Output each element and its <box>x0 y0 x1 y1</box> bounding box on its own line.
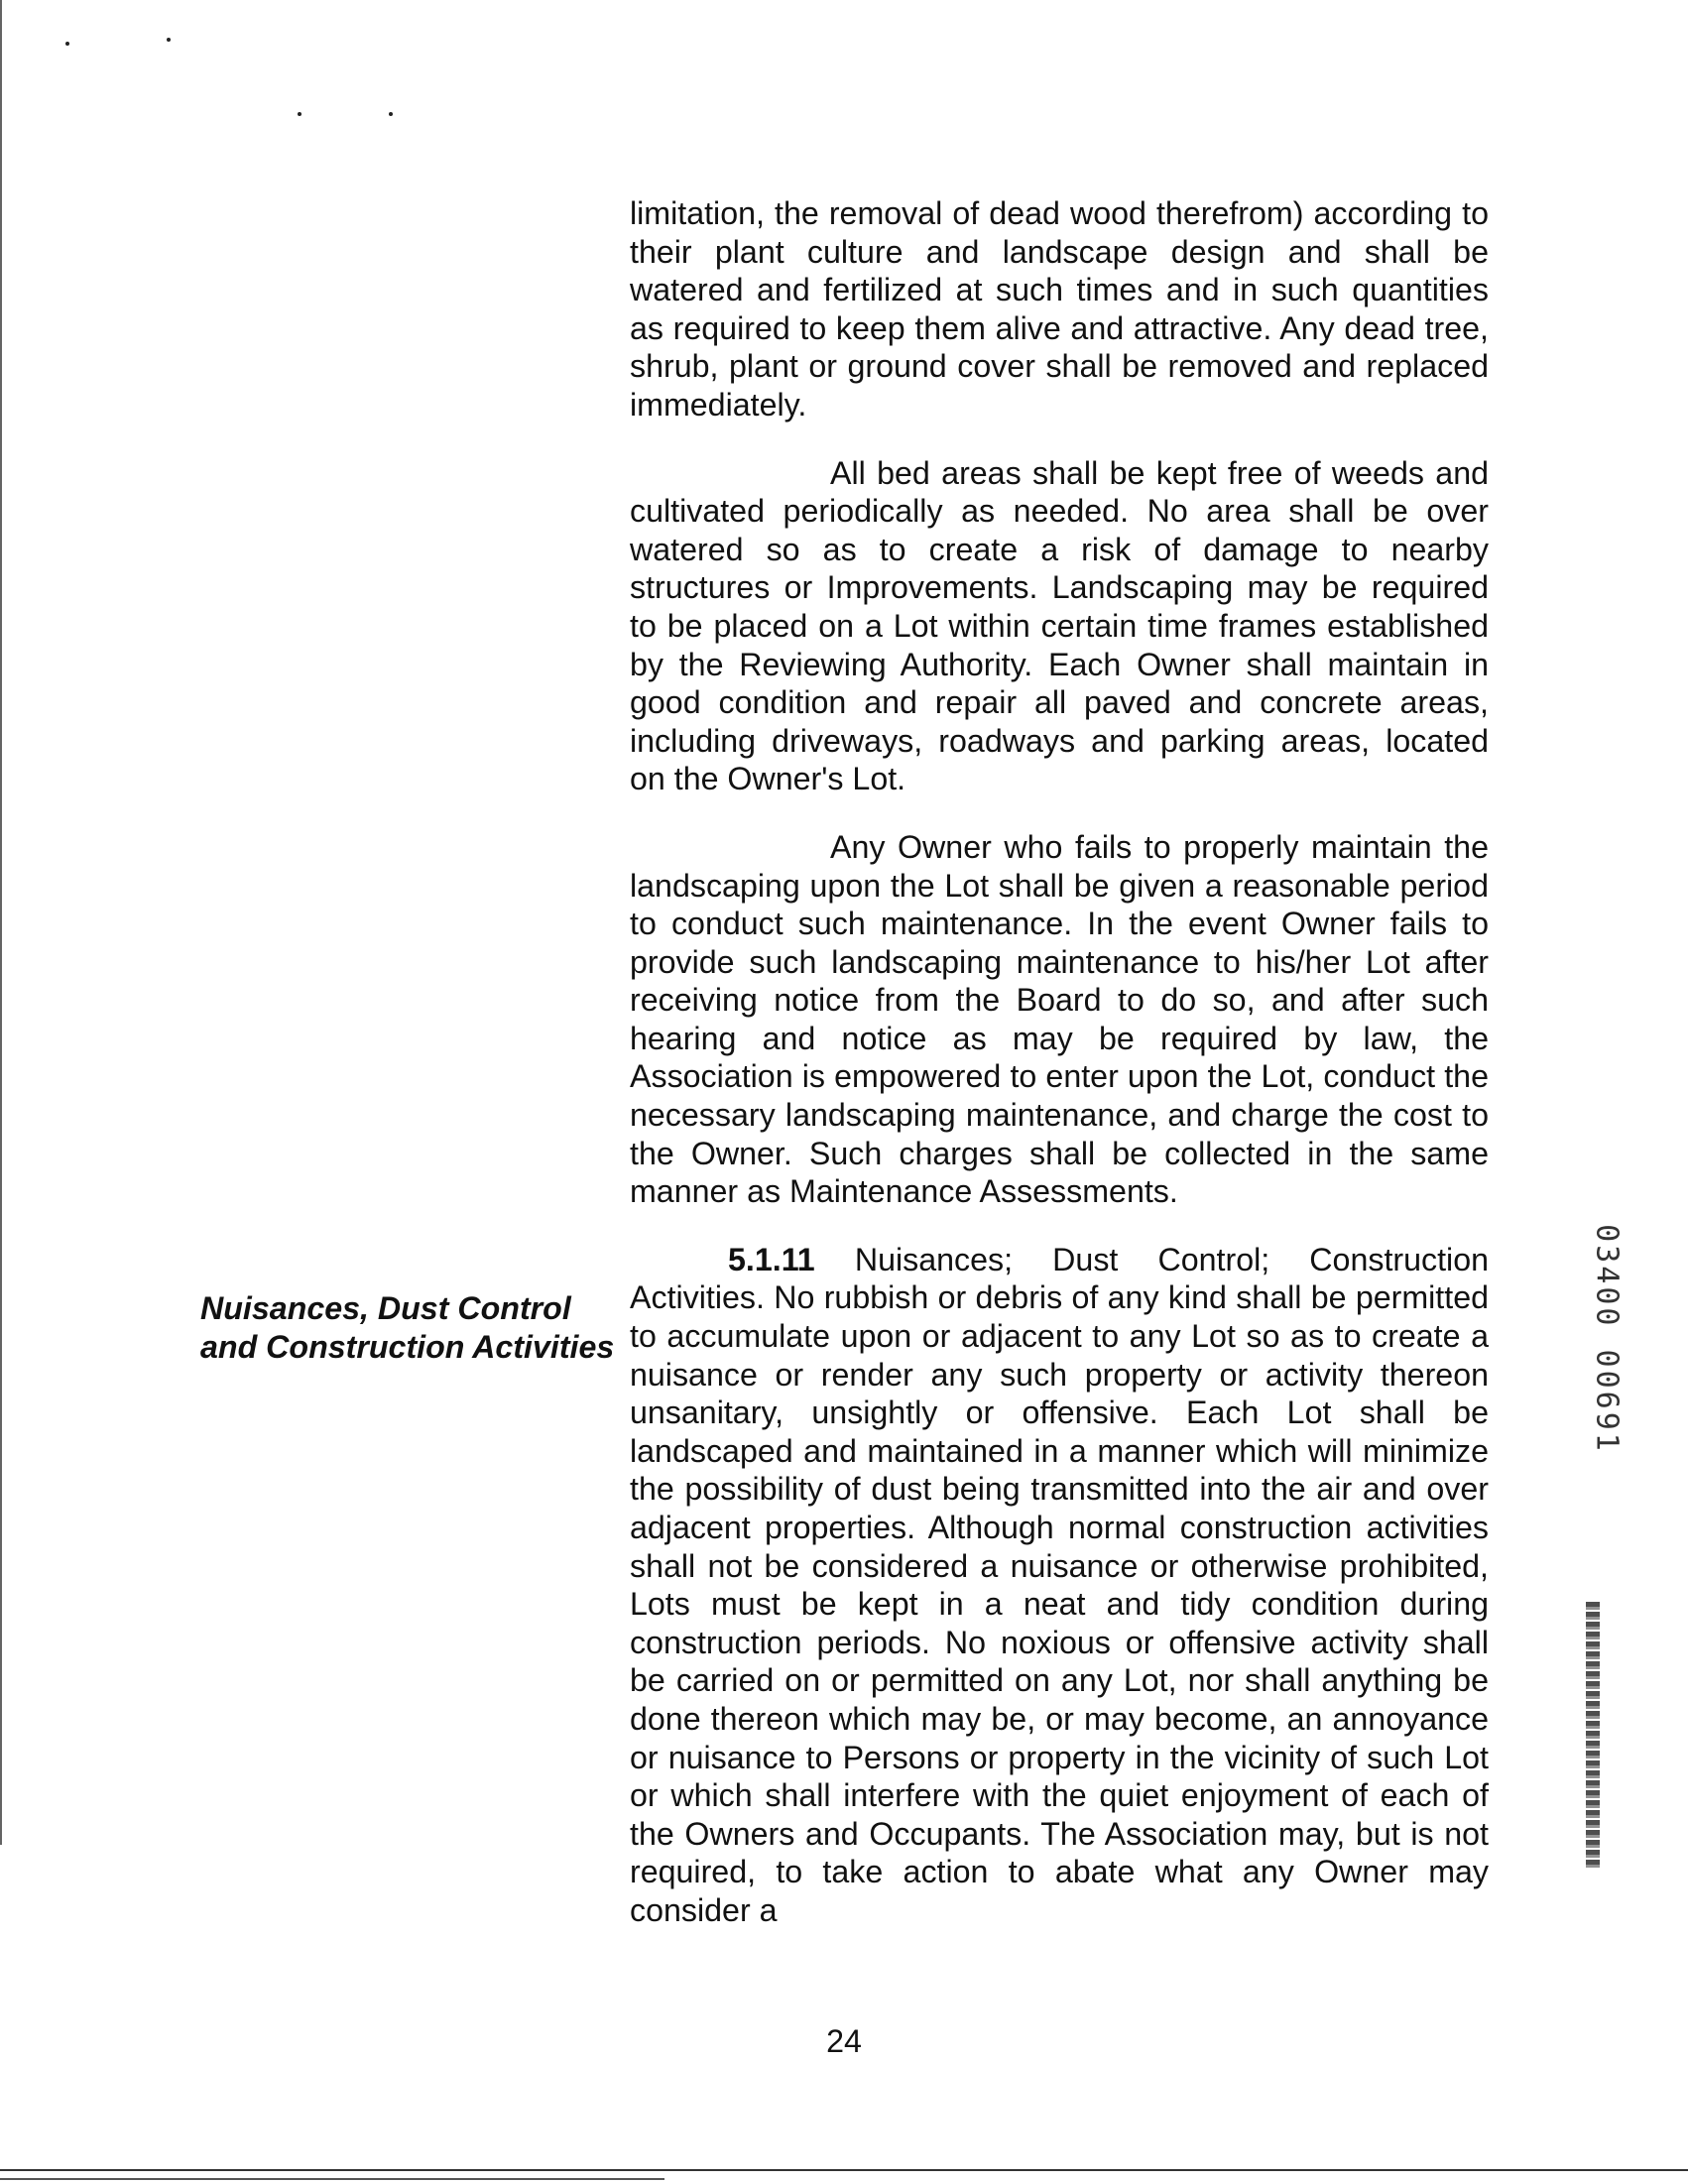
stamp-text: 03400 00691 <box>1589 1224 1625 1454</box>
margin-heading: Nuisances, Dust Control and Construction Activities <box>200 1290 615 1365</box>
section-text: Nuisances; Dust Control; Construction Activities. No rubbish or debris of any kind shall be permitted to accumulate upon or adjacent to any Lot so as to create a nuisance or render any such property or activity thereon unsanitary, unsightly or offensive. Each Lot shall be landscaped and maintained in a manner which will minimize the possibility of dust being transmitted into the air and over adjacent properties. Although normal construction activities shall not be considered a nuisance or otherwise prohibited, Lots must be kept in a neat and tidy condition during construction periods. No noxious or offensive activity shall be carried on or permitted on any Lot, nor shall anything be done thereon which may be, or may become, an annoyance or nuisance to Persons or property in the vicinity of such Lot or which shall interfere with the quiet enjoyment of each of the Owners and Occupants. The Association may, but is not required, to take action to abate what any Owner may consider a <box>630 1241 1489 1928</box>
document-number-stamp <box>1585 1205 1628 1473</box>
scan-edge-line <box>0 0 2 1845</box>
scan-speck <box>167 38 171 42</box>
scan-mark <box>1586 1602 1600 1870</box>
scan-speck <box>65 42 69 46</box>
scan-speck <box>298 112 301 116</box>
page-number: 24 <box>826 2023 862 2059</box>
paragraph-continuation: limitation, the removal of dead wood therefrom) according to their plant culture and landscape design and shall be watered and fertilized at such times and in such quantities as required to keep them alive and attractive. Any dead tree, shrub, plant or ground cover shall be removed and replaced immediately. <box>630 195 1489 423</box>
bottom-rule <box>0 2169 1688 2171</box>
paragraph-owner-maintenance: Any Owner who fails to properly maintain the landscaping upon the Lot shall be given a reasonable period to conduct such maintenance. In the event Owner fails to provide such landscaping maintenance to his/her Lot after receiving notice from the Board to do so, and after such hearing and notice as may be required by law, the Association is empowered to enter upon the Lot, conduct the necessary landscaping maintenance, and charge the cost to the Owner. Such charges shall be collected in the same manner as Maintenance Assessments. <box>630 828 1489 1210</box>
section-5-1-11-paragraph <box>630 1241 1489 1930</box>
body-text-column <box>630 194 1489 1930</box>
paragraph-bed-areas: All bed areas shall be kept free of weeds and cultivated periodically as needed. No area shall be over watered so as to create a risk of damage to nearby structures or Improvements. Landscaping may be required to be placed on a Lot within certain time frames established by the Reviewing Authority. Each Owner shall maintain in good condition and repair all paved and concrete areas, including driveways, roadways and parking areas, located on the Owner's Lot. <box>630 454 1489 797</box>
bottom-rule <box>0 2178 664 2180</box>
scan-speck <box>389 112 393 116</box>
section-number: 5.1.11 <box>728 1241 815 1277</box>
